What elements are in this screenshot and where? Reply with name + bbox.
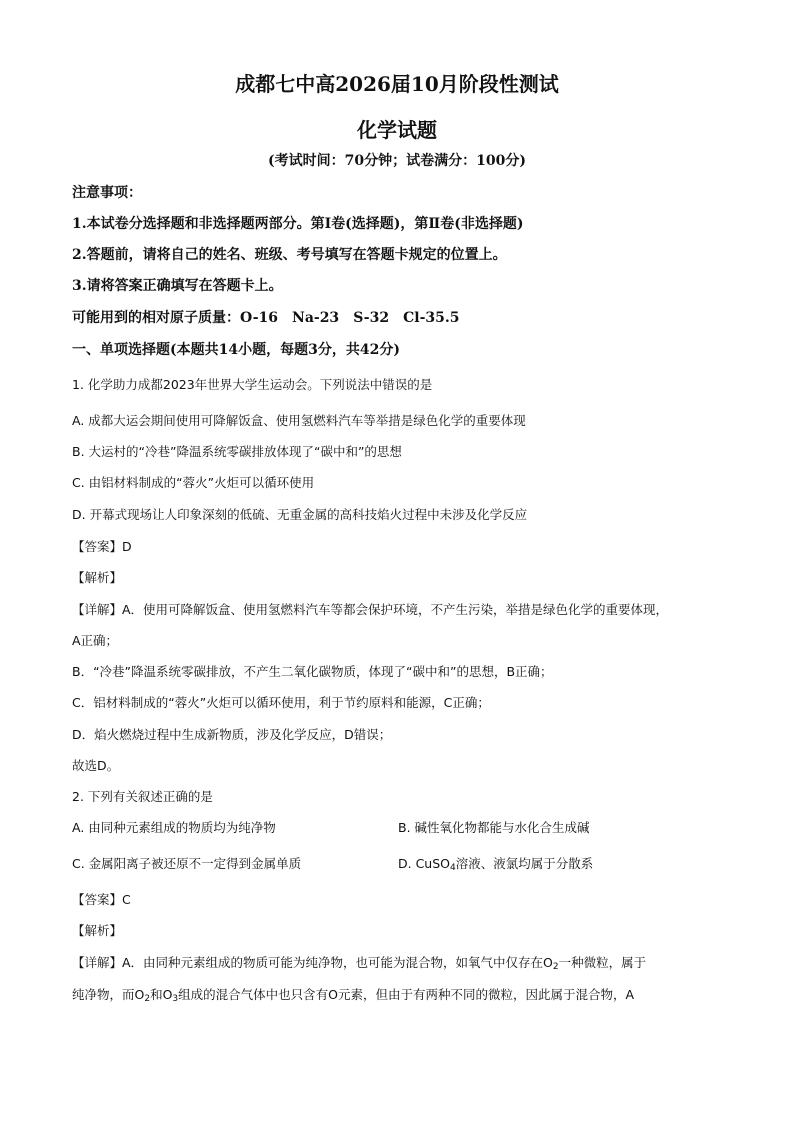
mass-s: S-32 bbox=[353, 310, 390, 326]
q2-detail-2-a: 纯净物，而O bbox=[72, 987, 145, 1002]
atomic-mass-line bbox=[72, 307, 459, 327]
exam-info: (考试时间：70分钟；试卷满分：100分) bbox=[268, 153, 526, 169]
q1-detail-2: A正确； bbox=[72, 633, 119, 648]
q2-option-a: A. 由同种元素组成的物质均为纯净物 bbox=[72, 820, 276, 835]
q1-option-d: D. 开幕式现场让人印象深刻的低硫、无重金属的高科技焰火过程中未涉及化学反应 bbox=[72, 507, 528, 522]
q2-detail-1-b: 一种微粒，属于 bbox=[558, 955, 647, 970]
q1-option-a: A. 成都大运会期间使用可降解饭盒、使用氢燃料汽车等举措是绿色化学的重要体现 bbox=[72, 413, 526, 428]
q2-option-d-subscript: 4 bbox=[450, 863, 456, 873]
q1-analysis: 【解析】 bbox=[72, 570, 123, 585]
q1-detail-4: C．铝材料制成的“蓉火”火炬可以循环使用，利于节约原料和能源，C正确； bbox=[72, 695, 490, 710]
notice-item-1: 1.本试卷分选择题和非选择题两部分。第Ⅰ卷(选择题)，第Ⅱ卷(非选择题) bbox=[72, 216, 524, 232]
q2-option-c: C. 金属阳离子被还原不一定得到金属单质 bbox=[72, 856, 302, 871]
q1-detail-5: D．焰火燃烧过程中生成新物质，涉及化学反应，D错误； bbox=[72, 727, 392, 742]
q2-detail-2-sub2: 3 bbox=[172, 994, 179, 1004]
q2-detail-2-sub1: 2 bbox=[144, 994, 151, 1004]
q1-detail-3: B．“冷巷”降温系统零碳排放，不产生二氧化碳物质，体现了“碳中和”的思想，B正确； bbox=[72, 664, 553, 679]
mass-na: Na-23 bbox=[292, 310, 340, 326]
q2-option-d-suffix: 溶液、液氯均属于分散系 bbox=[455, 856, 594, 871]
q2-detail-2-c: 组成的混合气体中也只含有O元素，但由于有两种不同的微粒，因此属于混合物，A bbox=[178, 987, 635, 1002]
mass-cl: Cl-35.5 bbox=[403, 310, 460, 326]
q2-detail-2 bbox=[72, 985, 634, 1004]
q2-option-d-formula: CuSO bbox=[415, 856, 451, 871]
q1-detail-1: 【详解】A．使用可降解饭盒、使用氢燃料汽车等都会保护环境，不产生污染，举措是绿色化学的重要体现， bbox=[72, 602, 669, 617]
section1-heading: 一、单项选择题(本题共14小题，每题3分，共42分) bbox=[72, 342, 400, 358]
notice-heading: 注意事项： bbox=[72, 185, 142, 201]
q2-option-b: B. 碱性氧化物都能与水化合生成碱 bbox=[398, 820, 590, 835]
mass-o: O-16 bbox=[240, 310, 279, 326]
q2-option-d-prefix: D. bbox=[398, 856, 416, 871]
subject-title: 化学试题 bbox=[357, 118, 437, 142]
q1-option-c: C. 由铝材料制成的“蓉火”火炬可以循环使用 bbox=[72, 475, 315, 490]
exam-title: 成都七中高2026届10月阶段性测试 bbox=[235, 72, 559, 96]
q2-option-d bbox=[398, 854, 593, 873]
atomic-mass-label: 可能用到的相对原子质量： bbox=[72, 310, 240, 326]
q1-stem: 1. 化学助力成都2023年世界大学生运动会。下列说法中错误的是 bbox=[72, 377, 433, 392]
q2-detail-2-b: 和O bbox=[150, 987, 173, 1002]
q2-answer: 【答案】C bbox=[72, 892, 131, 907]
q1-conclusion: 故选D。 bbox=[72, 758, 120, 773]
q2-detail-1-sub: 2 bbox=[552, 962, 559, 972]
q1-answer: 【答案】D bbox=[72, 539, 132, 554]
q2-detail-1 bbox=[72, 953, 646, 972]
q2-analysis: 【解析】 bbox=[72, 923, 123, 938]
notice-item-3: 3.请将答案正确填写在答题卡上。 bbox=[72, 278, 283, 294]
q1-option-b: B. 大运村的“冷巷”降温系统零碳排放体现了“碳中和”的思想 bbox=[72, 444, 402, 459]
q2-stem: 2. 下列有关叙述正确的是 bbox=[72, 789, 213, 804]
notice-item-2: 2.答题前，请将自己的姓名、班级、考号填写在答题卡规定的位置上。 bbox=[72, 247, 507, 263]
q2-detail-1-a: 【详解】A．由同种元素组成的物质可能为纯净物，也可能为混合物，如氧气中仅存在O bbox=[72, 955, 553, 970]
